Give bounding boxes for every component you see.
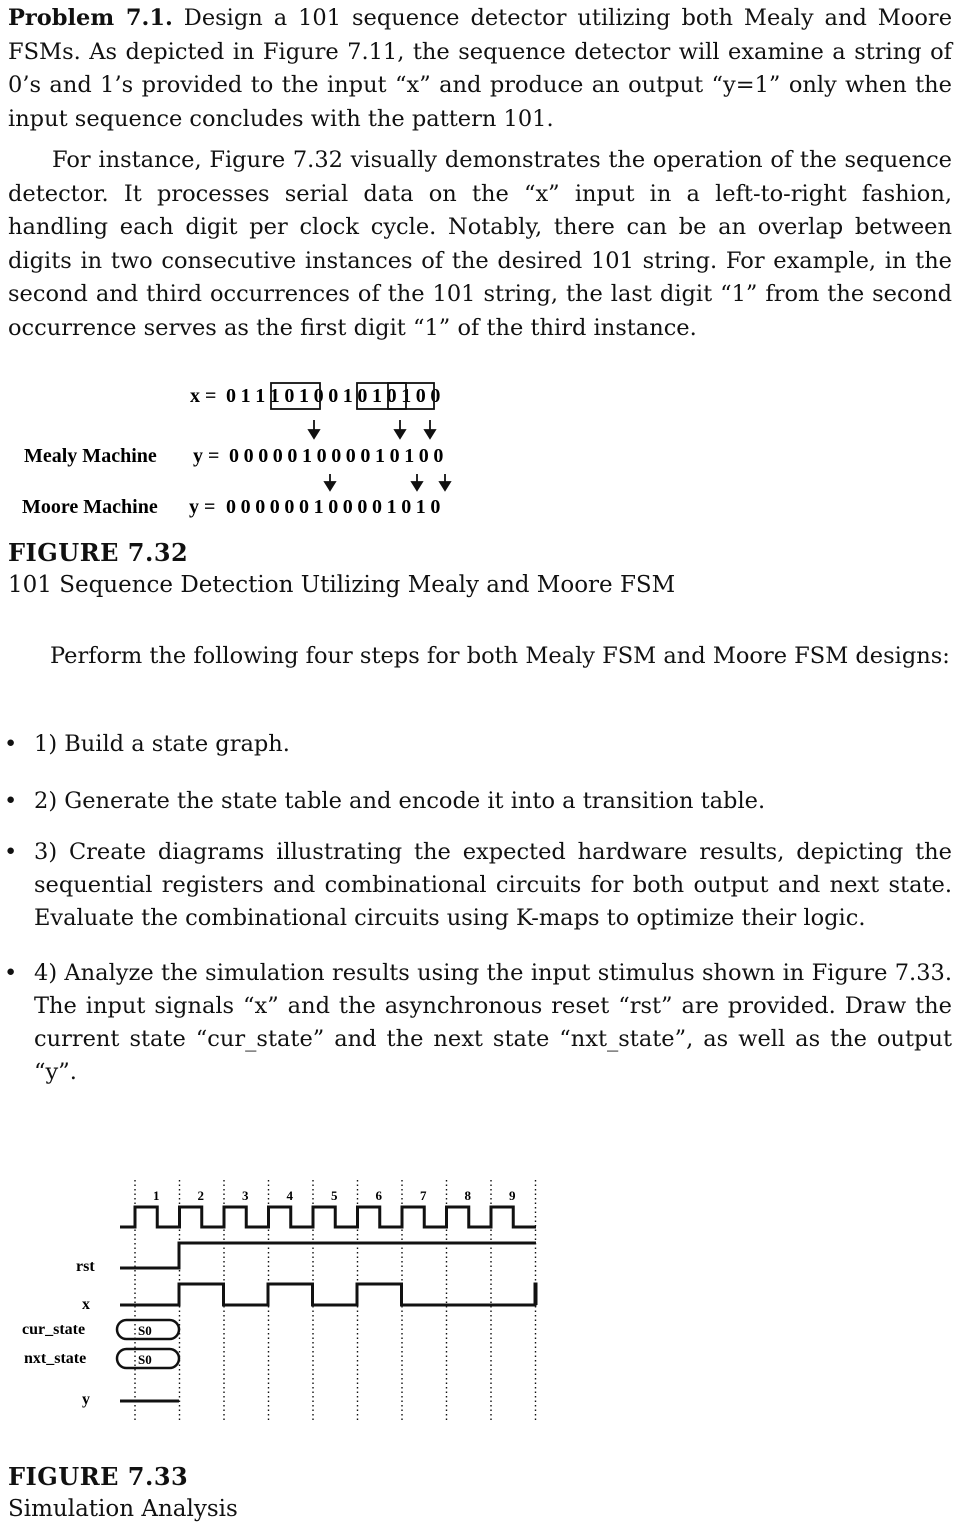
mealy-digit: 0 xyxy=(287,445,298,467)
moore-digit: 0 xyxy=(299,496,309,518)
bullet: • xyxy=(4,839,18,865)
figure-7-32 xyxy=(0,370,958,530)
cycle-label: 1 xyxy=(153,1188,160,1203)
cur-state-label: cur_state xyxy=(22,1321,86,1338)
rst-label: rst xyxy=(76,1258,95,1275)
mealy-digit: 0 xyxy=(258,445,269,467)
cur-state-value: S0 xyxy=(138,1323,152,1338)
figure-7-33-title: FIGURE 7.33 xyxy=(8,1462,189,1491)
problem-intro xyxy=(8,2,952,136)
mealy-label: Mealy Machine xyxy=(24,445,157,467)
cycle-label: 8 xyxy=(464,1188,471,1203)
x-digit: 1 xyxy=(269,385,280,407)
x-digit: 1 xyxy=(372,385,382,407)
x-digit-row xyxy=(226,385,440,407)
moore-digit: 0 xyxy=(226,496,236,518)
mealy-digit: 0 xyxy=(229,445,239,467)
figure-7-32-title: FIGURE 7.32 xyxy=(8,538,189,567)
moore-digit: 0 xyxy=(342,496,353,518)
moore-prefix: y = xyxy=(189,496,216,518)
mealy-digit: 0 xyxy=(272,445,283,467)
cycle-label: 9 xyxy=(509,1188,516,1203)
moore-digit: 0 xyxy=(328,496,339,518)
clock-waveform xyxy=(120,1207,536,1227)
moore-label: Moore Machine xyxy=(22,496,158,518)
moore-digit: 0 xyxy=(240,496,251,518)
figure-7-33-caption: Simulation Analysis xyxy=(8,1496,238,1522)
mealy-digit: 0 xyxy=(418,445,429,467)
x-label: x xyxy=(82,1296,90,1313)
x-digit: 1 xyxy=(255,385,266,407)
figure-7-33-timing-diagram xyxy=(0,1170,958,1430)
problem-intro-text: Design a 101 sequence detector utilizing both Mealy and Moore FSMs. As depicted in Figure 7.11, the sequence detector will examine a string of 0’s and 1’s provided to the input “x” and produce an output “y=1” only when the input sequence concludes with the pattern 101. xyxy=(8,5,953,132)
mealy-digit: 1 xyxy=(404,445,415,467)
steps-intro: Perform the following four steps for both Mealy FSM and Moore FSM designs: xyxy=(50,643,950,669)
x-digit: 1 xyxy=(342,385,353,407)
x-digit: 1 xyxy=(299,385,309,407)
y-label: y xyxy=(82,1391,90,1408)
bullet: • xyxy=(4,731,18,757)
moore-digit: 0 xyxy=(372,496,382,518)
moore-digit: 0 xyxy=(357,496,368,518)
nxt-state-value: S0 xyxy=(138,1352,152,1367)
moore-digit: 1 xyxy=(313,496,324,518)
x-digit: 0 xyxy=(313,385,324,407)
x-prefix: x = xyxy=(190,385,217,407)
x-digit: 0 xyxy=(386,385,397,407)
mealy-digit: 0 xyxy=(316,445,327,467)
problem-paragraph-2: For instance, Figure 7.32 visually demonstrates the operation of the sequence detector. It processes serial data on the “x” input in a left-to-right fashion, handling each digit per clock cycle. Notably, there can be an overlap between digits in two consecutive instances of the desired 101 string. For example, in the second and third occurrences of the 101 string, the last digit “1” from the second occurrence serves as the first digit “1” of the third instance. xyxy=(8,147,952,341)
mealy-digit: 1 xyxy=(302,445,312,467)
x-digit: 0 xyxy=(357,385,368,407)
step-item: • 3) Create diagrams illustrating the expected hardware results, depicting the sequential registers and combinational circuits for both output and next state. Evaluate the combinational circuits using K-maps to optimize their logic. xyxy=(0,836,952,935)
cycle-label: 7 xyxy=(420,1188,427,1203)
moore-digit-row xyxy=(226,496,440,518)
mealy-digit: 0 xyxy=(345,445,356,467)
problem-label: Problem 7.1. xyxy=(8,5,173,31)
mealy-digit: 1 xyxy=(375,445,385,467)
figure-7-32-caption: 101 Sequence Detection Utilizing Mealy and Moore FSM xyxy=(8,572,676,598)
cycle-label: 5 xyxy=(331,1188,338,1203)
moore-digit: 0 xyxy=(284,496,295,518)
cycle-label: 2 xyxy=(197,1188,204,1203)
step-item: • 1) Build a state graph. xyxy=(0,728,952,761)
bullet: • xyxy=(4,960,18,986)
x-digit: 0 xyxy=(415,385,426,407)
mealy-digit: 0 xyxy=(243,445,254,467)
moore-arrows xyxy=(325,474,450,490)
steps-list xyxy=(0,728,952,1089)
mealy-digit: 0 xyxy=(389,445,400,467)
nxt-state-label: nxt_state xyxy=(24,1350,87,1367)
moore-digit: 0 xyxy=(255,496,266,518)
x-digit: 1 xyxy=(401,385,412,407)
moore-digit: 1 xyxy=(415,496,426,518)
mealy-digit: 0 xyxy=(331,445,342,467)
moore-digit: 0 xyxy=(269,496,280,518)
cycle-label: 3 xyxy=(242,1188,249,1203)
x-waveform xyxy=(120,1284,536,1305)
mealy-digit-row xyxy=(229,445,443,467)
step-item: • 4) Analyze the simulation results using the input stimulus shown in Figure 7.33. The input signals “x” and the asynchronous reset “rst” are provided. Draw the current state “cur_state” and the next state “nxt_state”, as well as the output “y”. xyxy=(0,957,952,1089)
cycle-label: 4 xyxy=(286,1188,293,1203)
mealy-prefix: y = xyxy=(193,445,220,467)
x-digit: 0 xyxy=(328,385,339,407)
mealy-digit: 0 xyxy=(360,445,371,467)
cycle-label: 6 xyxy=(375,1188,382,1203)
step-item: • 2) Generate the state table and encode it into a transition table. xyxy=(0,785,952,818)
moore-digit: 0 xyxy=(401,496,412,518)
mealy-arrows xyxy=(309,420,435,438)
cycle-label-row xyxy=(153,1188,516,1203)
rst-waveform xyxy=(120,1243,536,1268)
moore-digit: 1 xyxy=(386,496,397,518)
x-digit: 1 xyxy=(240,385,251,407)
moore-digit: 0 xyxy=(430,496,441,518)
bullet: • xyxy=(4,788,18,814)
x-digit: 0 xyxy=(284,385,295,407)
x-digit: 0 xyxy=(226,385,236,407)
x-digit: 0 xyxy=(430,385,441,407)
mealy-digit: 0 xyxy=(433,445,444,467)
